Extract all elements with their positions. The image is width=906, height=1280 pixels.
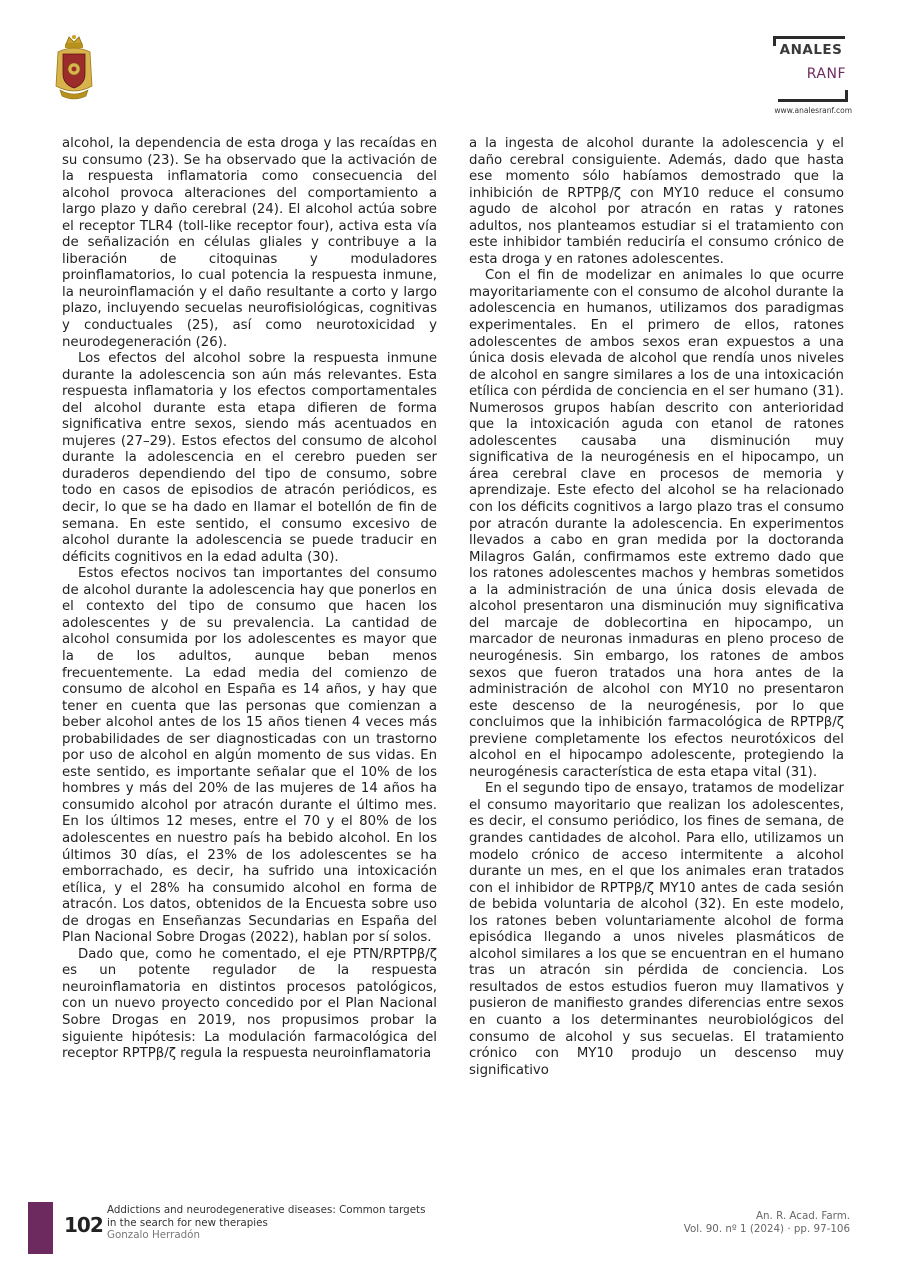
right-text-column	[469, 136, 844, 1079]
footer-accent-bar	[28, 1202, 53, 1254]
website-url: www.analesranf.com	[774, 106, 852, 115]
left-paragraph-2: Los efectos del alcohol sobre la respuesta inmune durante la adolescencia son aún más relevantes. Esta respuesta inflamatoria y los efectos comportamentales del alcohol durante esta etapa difieren de forma significativa entre sexos, siendo más acentuados en mujeres (27–29). Estos efectos del consumo de alcohol durante la adolescencia en el cerebro pueden ser duraderos dependiendo del tipo de consumo, sobre todo en casos de episodios de atracón periódicos, es decir, lo que se ha dado en llamar el botellón de fin de semana. En este sentido, el consumo excesivo de alcohol durante la adolescencia se puede traducir en déficits cognitivos en la edad adulta (30).	[62, 351, 437, 565]
left-text-column	[62, 136, 437, 1063]
logo-brand-text: ANALES	[779, 42, 843, 58]
left-paragraph-4: Dado que, como he comentado, el eje PTN/RPTPβ/ζ es un potente regulador de la respuesta neuroinflamatoria en distintos procesos patológicos, con un nuevo proyecto concedido por el Plan Nacional Sobre Drogas en 2019, nos propusimos probar la siguiente hipótesis: La modulación farmacológica del receptor RPTPβ/ζ regula la respuesta neuroinflamatoria	[62, 946, 437, 1062]
logo-frame-bottom	[778, 90, 848, 102]
footer-title-line-1: Addictions and neurodegenerative diseases: Common targets	[107, 1204, 426, 1216]
anales-ranf-logo	[740, 36, 852, 116]
page-number: 102	[64, 1213, 103, 1237]
journal-name: An. R. Acad. Farm.	[755, 1210, 850, 1222]
logo-sub-text: RANF	[806, 66, 846, 82]
footer-author: Gonzalo Herradón	[107, 1229, 200, 1241]
right-paragraph-3: En el segundo tipo de ensayo, tratamos de modelizar el consumo mayoritario que realizan los adolescentes, es decir, el consumo periódico, los fines de semana, de grandes cantidades de alcohol. Para ello, utilizamos un modelo crónico de acceso intermitente a alcohol durante un mes, en el que los animales eran tratados con el inhibidor de RPTPβ/ζ MY10 antes de cada sesión de bebida voluntaria de alcohol (32). En este modelo, los ratones beben voluntariamente alcohol de forma episódica llegando a unos niveles plasmáticos de alcohol similares a los que se encuentran en el humano tras un atracón sin pérdida de conciencia. Los resultados de estos estudios fueron muy llamativos y pusieron de manifiesto grandes diferencias entre sexos en cuanto a los determinantes neurobiológicos del consumo de alcohol y sus secuelas. El tratamiento crónico con MY10 produjo un descenso muy significativo	[469, 781, 844, 1078]
right-paragraph-2: Con el fin de modelizar en animales lo que ocurre mayoritariamente con el consumo de alcohol durante la adolescencia en humanos, utilizamos dos paradigmas experimentales. En el primero de ellos, ratones adolescentes de ambos sexos eran expuestos a una única dosis elevada de alcohol que rendía unos niveles de alcohol en sangre similares a los de una intoxicación etílica con pérdida de conciencia en el ser humano (31). Numerosos grupos habían descrito con anterioridad que la intoxicación aguda con etanol de ratones adolescentes causaba una disminución muy significativa de la neurogénesis en el hipocampo, un área cerebral clave en procesos de memoria y aprendizaje. Este efecto del alcohol se ha relacionado con los déficits cognitivos a largo plazo tras el consumo por atracón durante la adolescencia. En experimentos llevados a cabo en gran medida por la doctoranda Milagros Galán, confirmamos este extremo dado que los ratones adolescentes machos y hembras sometidos a la administración de una única dosis elevada de alcohol presentaron una disminución muy significativa del marcaje de doblecortina en hipocampo, un marcador de neuronas inmaduras en pleno proceso de neurogénesis. Sin embargo, los ratones de ambos sexos que fueron tratados una hora antes de la administración de alcohol con MY10 no presentaron este descenso de la neurogénesis, por lo que concluimos que la inhibición farmacológica de RPTPβ/ζ previene completamente los efectos neurotóxicos del alcohol en el hipocampo adolescente, protegiendo la neurogénesis característica de esta etapa vital (31).	[469, 268, 844, 780]
left-paragraph-3: Estos efectos nocivos tan importantes del consumo de alcohol durante la adolescencia hay que ponerlos en el contexto del tipo de consumo que hacen los adolescentes y de su prevalencia. La cantidad de alcohol consumida por los adolescentes es mayor que la de los adultos, aunque beban menos frecuentemente. La edad media del comienzo de consumo de alcohol en España es 14 años, y hay que tener en cuenta que las personas que comienzan a beber alcohol antes de los 15 años tienen 4 veces más probabilidades de ser diagnosticadas con un trastorno por uso de alcohol en algún momento de sus vidas. En este sentido, es importante señalar que el 10% de los hombres y más del 20% de las mujeres de 14 años ha consumido alcohol por atracón durante el último mes. En los últimos 12 meses, entre el 70 y el 80% de los adolescentes en nuestro país ha bebido alcohol. En los últimos 30 días, el 23% de los adolescentes se ha emborrachado, es decir, ha sufrido una intoxicación etílica, y el 28% ha consumido alcohol en forma de atracón. Los datos, obtenidos de la Encuesta sobre uso de drogas en Enseñanzas Secundarias en España del Plan Nacional Sobre Drogas (2022), hablan por sí solos.	[62, 566, 437, 946]
footer-article-info	[107, 1204, 447, 1242]
academy-crest-logo	[52, 34, 96, 104]
left-paragraph-1: alcohol, la dependencia de esta droga y las recaídas en su consumo (23). Se ha observado que la activación de la respuesta inflamatoria como consecuencia del alcohol provoca alteraciones del comportamiento a largo plazo y daño cerebral (24). El alcohol actúa sobre el receptor TLR4 (toll-like receptor four), activa esta vía de señalización en células gliales y contribuye a la liberación de citoquinas y moduladores proinflamatorios, lo cual potencia la respuesta inmune, la neuroinflamación y el daño resultante a corto y largo plazo, incluyendo secuelas neurofisiológicas, cognitivas y conductuales (25), así como neurotoxicidad y neurodegeneración (26).	[62, 136, 437, 350]
right-paragraph-1: a la ingesta de alcohol durante la adolescencia y el daño cerebral consiguiente. Además, dado que hasta ese momento sólo habíamos demostrado que la inhibición de RPTPβ/ζ con MY10 reduce el consumo agudo de alcohol por atracón en ratas y ratones adultos, nos planteamos estudiar si el tratamiento con este inhibidor también reduciría el consumo crónico de esta droga y en ratones adolescentes.	[469, 136, 844, 267]
footer-title-line-2: in the search for new therapies	[107, 1216, 268, 1229]
footer-journal-info	[684, 1210, 850, 1235]
journal-volume: Vol. 90. nº 1 (2024) · pp. 97-106	[683, 1222, 850, 1235]
